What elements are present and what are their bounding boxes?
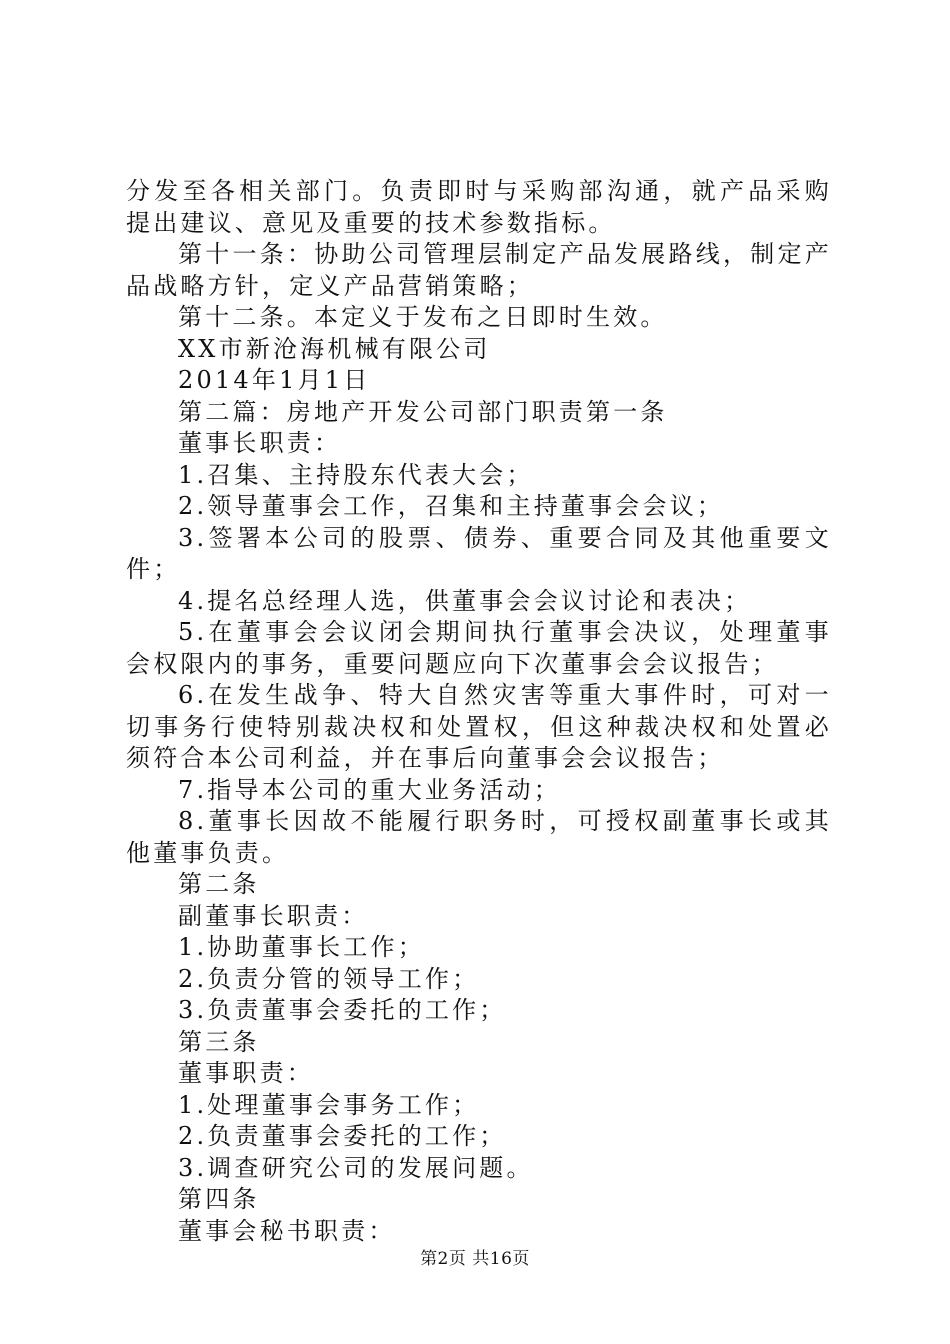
paragraph: 第十二条。本定义于发布之日即时生效。 bbox=[178, 303, 668, 331]
list-item: 2.领导董事会工作，召集和主持董事会会议； bbox=[178, 492, 725, 520]
company-name: XX市新沧海机械有限公司 bbox=[178, 334, 491, 363]
page-footer bbox=[0, 1244, 950, 1269]
list-item: 7.指导本公司的重大业务活动； bbox=[178, 775, 561, 804]
list-item: 1.处理董事会事务工作； bbox=[178, 1090, 480, 1119]
list-item: 3.签署本公司的股票、债券、重要合同及其他重要文件； bbox=[126, 523, 832, 583]
list-item: 1.召集、主持股东代表大会； bbox=[178, 460, 534, 489]
document-body bbox=[126, 176, 832, 1247]
list-item: 3.调查研究公司的发展问题。 bbox=[178, 1153, 534, 1182]
page-number-label: 第2页 共16页 bbox=[420, 1249, 530, 1269]
paragraph: 董事会秘书职责： bbox=[178, 1216, 396, 1245]
list-item: 5.在董事会会议闭会期间执行董事会决议，处理董事会权限内的事务，重要问题应向下次董事会会议报告； bbox=[126, 618, 832, 678]
list-item: 2.负责董事会委托的工作； bbox=[178, 1122, 507, 1150]
list-item: 4.提名总经理人选，供董事会会议讨论和表决； bbox=[178, 586, 752, 615]
paragraph: 第十一条：协助公司管理层制定产品发展路线，制定产品战略方针，定义产品营销策略； bbox=[126, 240, 832, 300]
list-item: 6.在发生战争、特大自然灾害等重大事件时，可对一切事务行使特别裁决权和处置权，但这种裁决权和处置必须符合本公司利益，并在事后向董事会会议报告； bbox=[126, 681, 832, 772]
list-item: 2.负责分管的领导工作； bbox=[178, 964, 480, 993]
list-item: 3.负责董事会委托的工作； bbox=[178, 996, 507, 1024]
date-line: 2014年1月1日 bbox=[178, 366, 371, 394]
paragraph: 董事职责： bbox=[178, 1059, 314, 1087]
paragraph: 董事长职责： bbox=[178, 429, 342, 457]
list-item: 1.协助董事长工作； bbox=[178, 933, 425, 961]
list-item: 8.董事长因故不能履行职务时，可授权副董事长或其他董事负责。 bbox=[126, 807, 832, 867]
paragraph: 分发至各相关部门。负责即时与采购部沟通，就产品采购提出建议、意见及重要的技术参数指标。 bbox=[126, 177, 832, 237]
section-heading: 第二篇：房地产开发公司部门职责第一条 bbox=[178, 397, 668, 426]
article-heading: 第四条 bbox=[178, 1185, 260, 1213]
paragraph: 副董事长职责： bbox=[178, 901, 369, 930]
article-heading: 第二条 bbox=[178, 870, 260, 898]
article-heading: 第三条 bbox=[178, 1027, 260, 1056]
